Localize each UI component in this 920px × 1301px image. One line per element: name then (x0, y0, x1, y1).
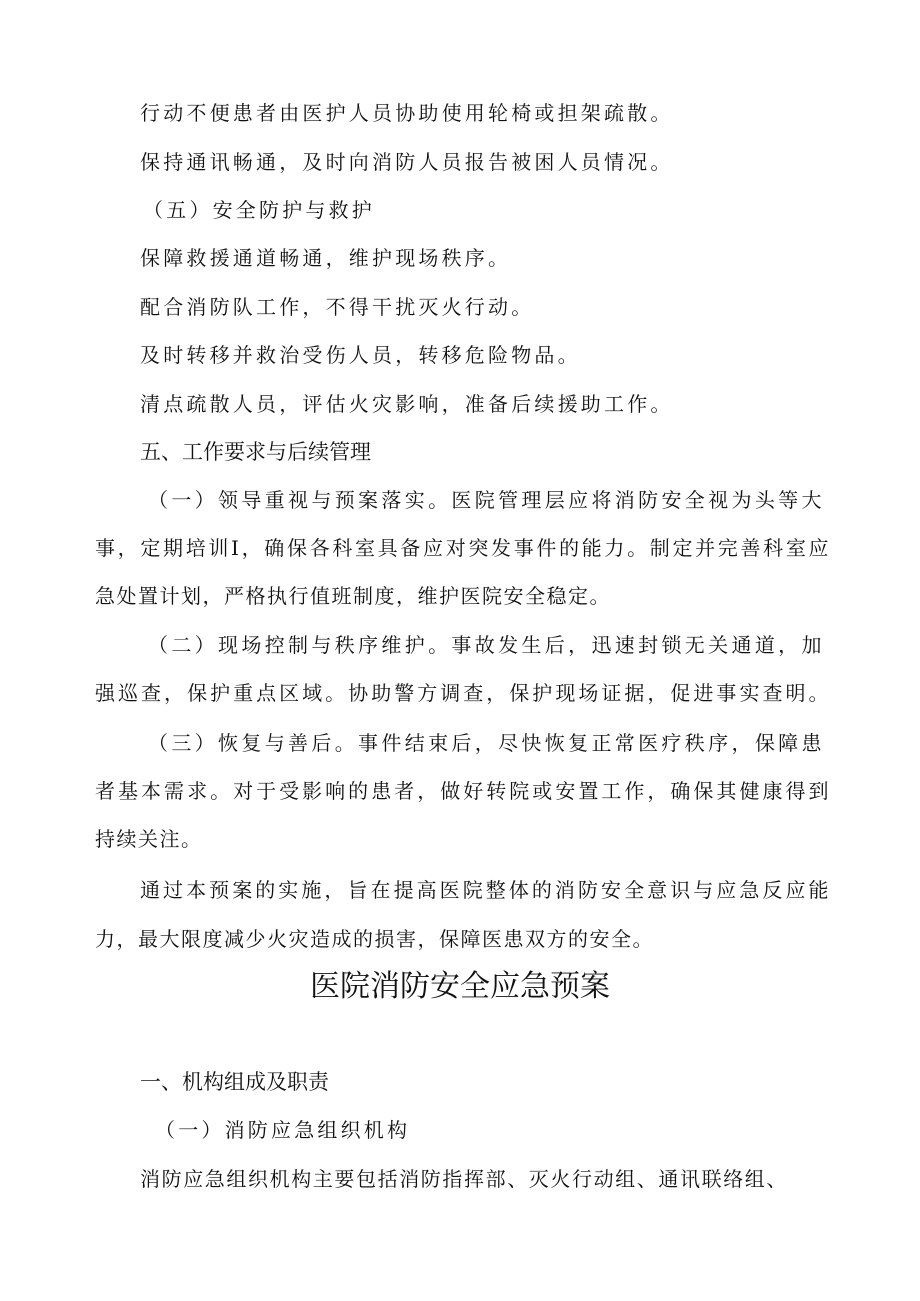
p1-line-1: （一）领导重视与预案落实。医院管理层应将消防安全视为头等大 (148, 488, 823, 512)
p3-line-2: 者基本需求。对于受影响的患者，做好转院或安置工作，确保其健康得到 (95, 779, 830, 803)
sub1-heading: （一）消防应急组织机构 (155, 1118, 411, 1142)
p4-line-2: 力，最大限度减少火灾造成的损害，保障医患双方的安全。 (95, 927, 654, 951)
sub1-text: 消防应急组织机构主要包括消防指挥部、灭火行动组、通讯联络组、 (140, 1167, 788, 1191)
p2-line-2: 强巡查，保护重点区域。协助警方调查，保护现场证据，促进事实查明。 (95, 681, 830, 705)
section1-heading: 一、机构组成及职责 (140, 1070, 329, 1094)
p1-line-3: 急处置计划，严格执行值班制度，维护医院安全稳定。 (95, 584, 611, 608)
p2-line-1: （二）现场控制与秩序维护。事故发生后，迅速封锁无关通道，加 (148, 633, 823, 657)
protect-heading: （五）安全防护与救护 (143, 198, 375, 222)
evac-line-2: 保持通讯畅通，及时向消防人员报告被困人员情况。 (140, 150, 674, 174)
protect-item-3: 及时转移并救治受伤人员，转移危险物品。 (140, 343, 581, 367)
p3-line-3: 持续关注。 (95, 827, 203, 851)
evac-line-1: 行动不便患者由医护人员协助使用轮椅或担架疏散。 (140, 101, 674, 125)
p1-line-2: 事，定期培训I，确保各科室具备应对突发事件的能力。制定并完善科室应 (95, 536, 830, 560)
p4-line-1: 通过本预案的实施，旨在提高医院整体的消防安全意识与应急反应能 (140, 878, 830, 902)
section5-heading: 五、工作要求与后续管理 (140, 440, 371, 464)
protect-item-4: 清点疏散人员，评估火灾影响，准备后续援助工作。 (140, 392, 674, 416)
protect-item-1: 保障救援通道畅通，维护现场秩序。 (140, 246, 512, 270)
document-title: 医院消防安全应急预案 (310, 969, 610, 1004)
p3-line-1: （三）恢复与善后。事件结束后，尽快恢复正常医疗秩序，保障患 (148, 731, 823, 755)
protect-item-2: 配合消防队工作，不得干扰灭火行动。 (140, 295, 535, 319)
